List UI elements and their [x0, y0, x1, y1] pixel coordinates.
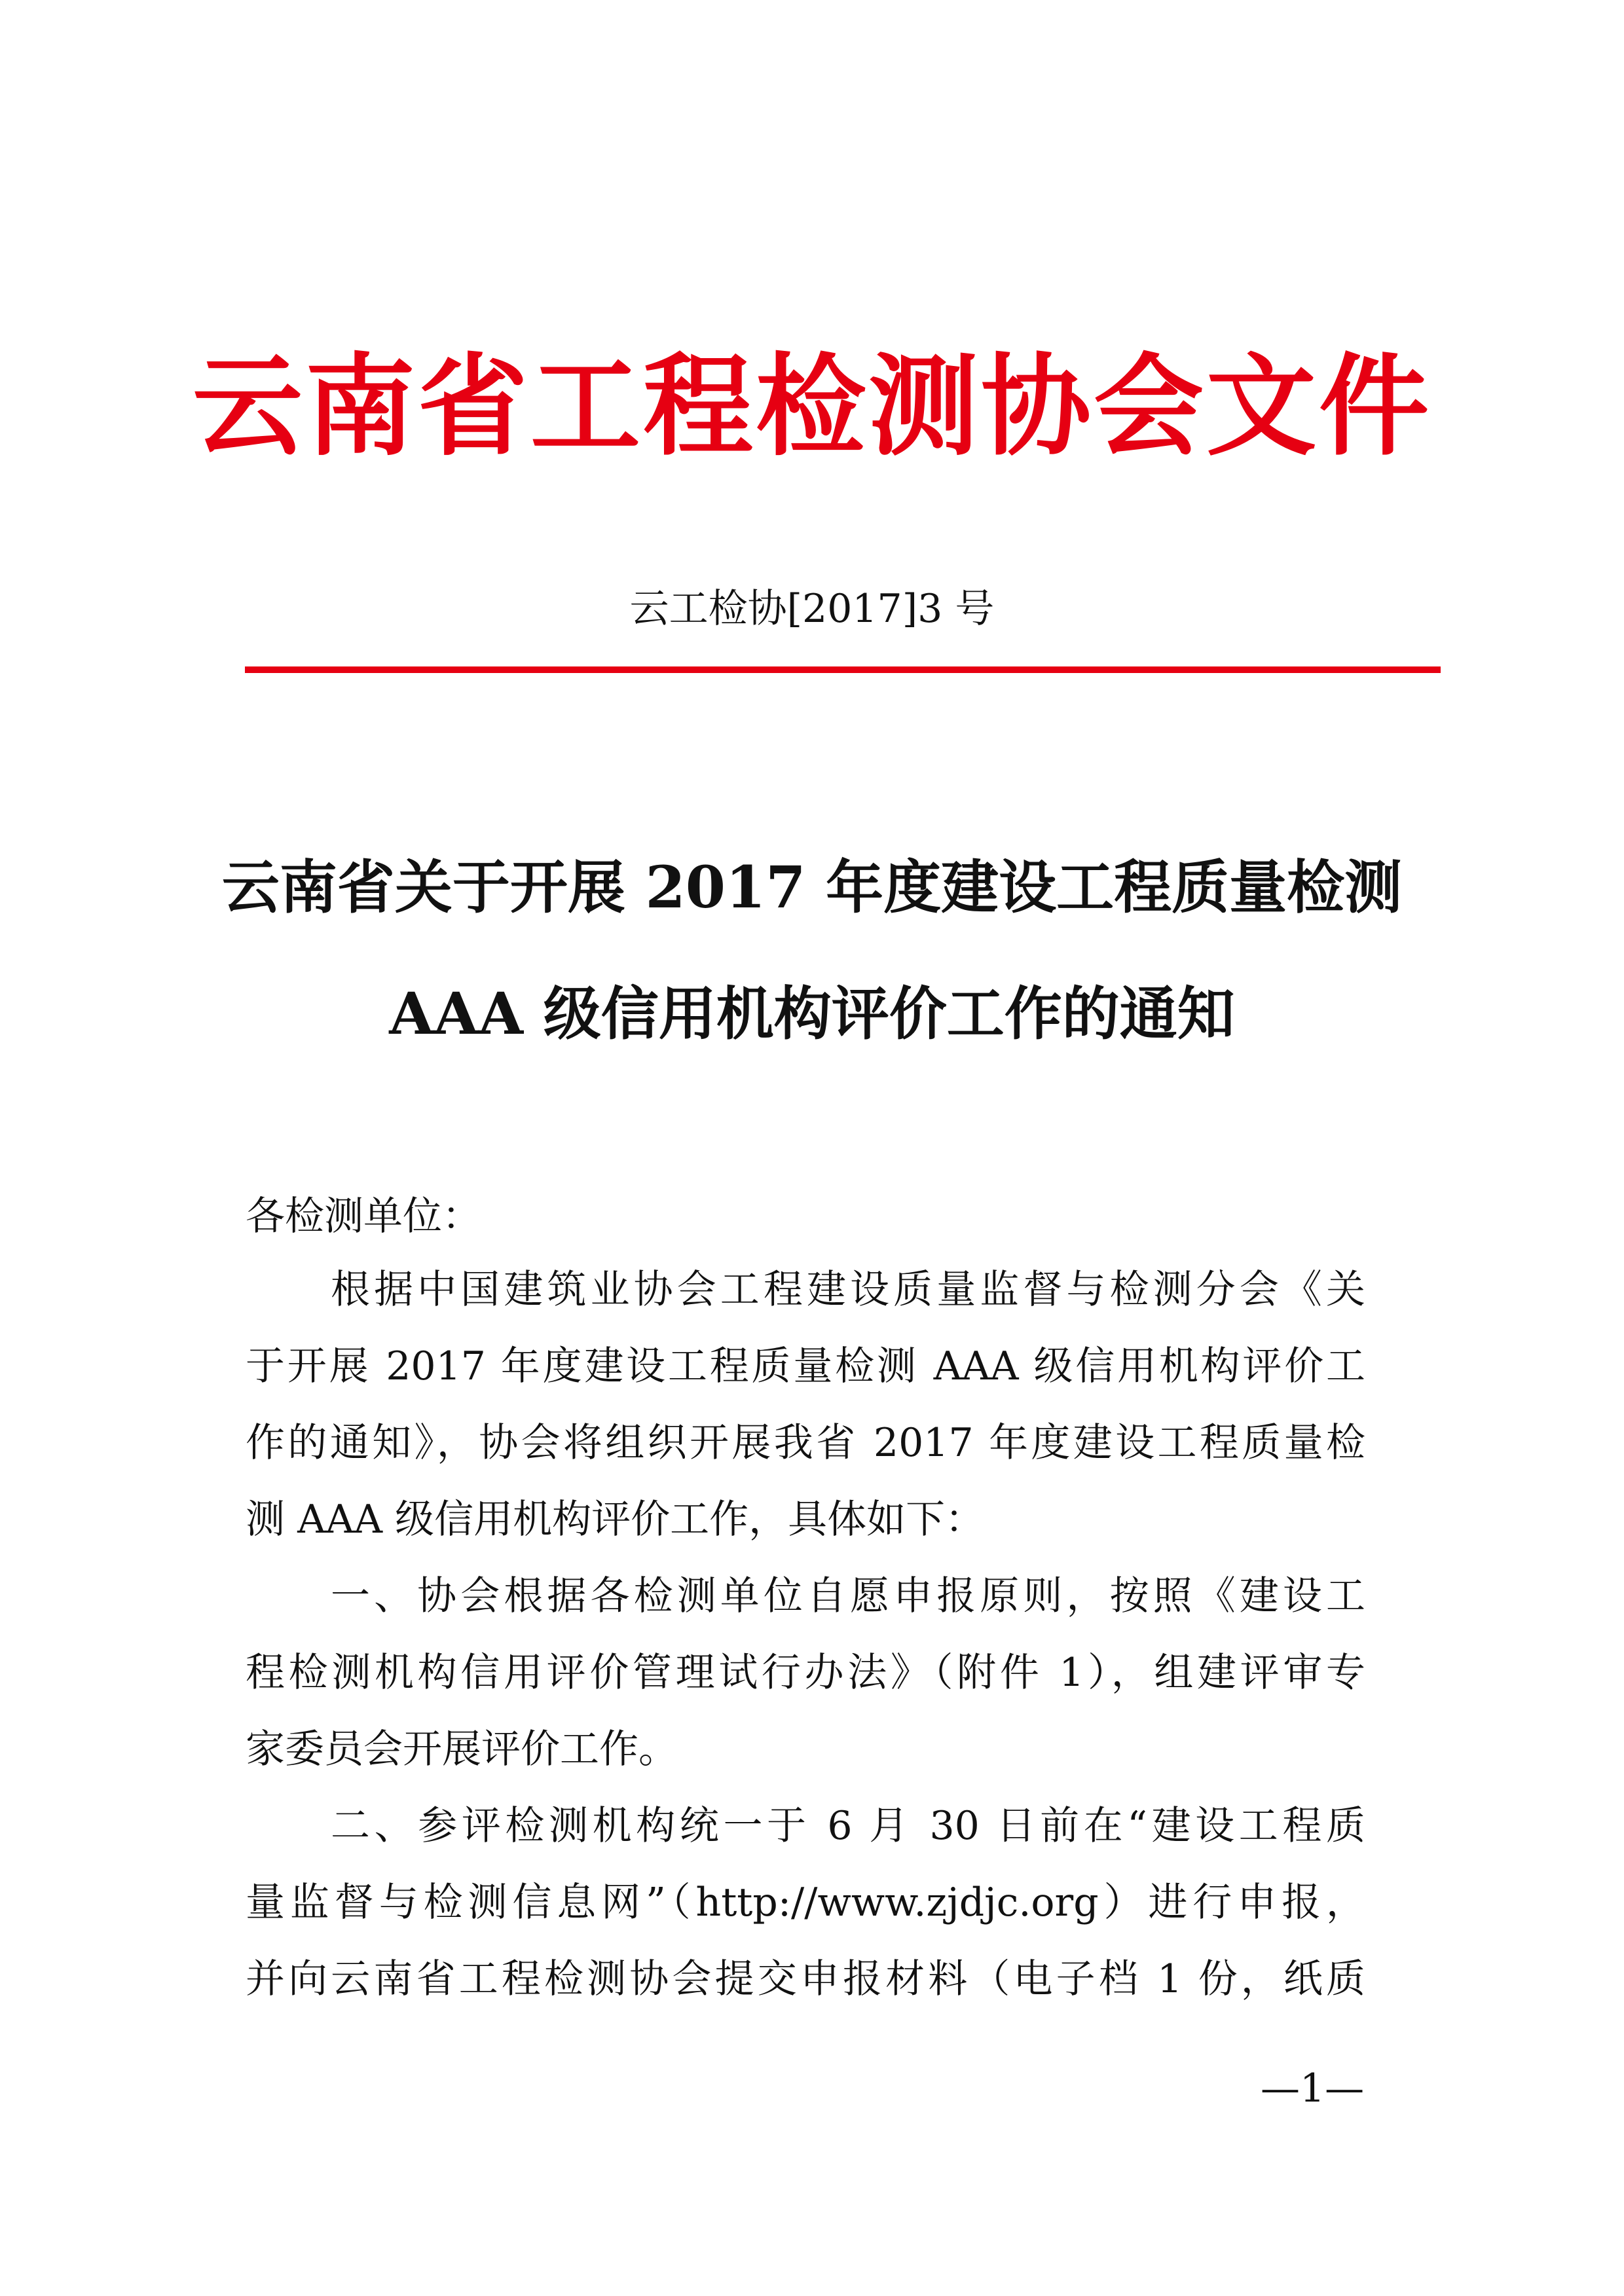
- header-divider-line: [245, 666, 1441, 673]
- paragraph-2-line-3: 家委员会开展评价工作。: [246, 1726, 678, 1772]
- notice-title-line-1: 云南省关于开展 2017 年度建设工程质量检测: [221, 853, 1403, 921]
- paragraph-1-line-1: 根据中国建筑业协会工程建设质量监督与检测分会《关: [331, 1267, 1365, 1313]
- paragraph-2-line-1: 一、协会根据各检测单位自愿申报原则，按照《建设工: [331, 1573, 1365, 1619]
- document-number: 云工检协[2017]3 号: [629, 586, 995, 632]
- notice-title-line-2: AAA 级信用机构评价工作的通知: [389, 979, 1235, 1048]
- salutation: 各检测单位：: [246, 1194, 481, 1239]
- document-header-title: 云南省工程检测协会文件: [193, 341, 1431, 471]
- paragraph-1-line-3: 作的通知》，协会将组织开展我省 2017 年度建设工程质量检: [246, 1420, 1365, 1466]
- paragraph-2-line-2: 程检测机构信用评价管理试行办法》（附件 1），组建评审专: [246, 1650, 1365, 1696]
- paragraph-1-line-2: 于开展 2017 年度建设工程质量检测 AAA 级信用机构评价工: [246, 1343, 1365, 1389]
- paragraph-3-line-3: 并向云南省工程检测协会提交申报材料（电子档 1 份，纸质: [246, 1956, 1365, 2002]
- paragraph-3-line-2: 量监督与检测信息网”（http://www.zjdjc.org）进行申报，: [246, 1880, 1365, 1925]
- page-number: —1—: [1261, 2066, 1365, 2111]
- paragraph-1-line-4: 测 AAA 级信用机构评价工作，具体如下：: [246, 1497, 985, 1542]
- paragraph-3-line-1: 二、参评检测机构统一于 6 月 30 日前在“建设工程质: [331, 1803, 1365, 1849]
